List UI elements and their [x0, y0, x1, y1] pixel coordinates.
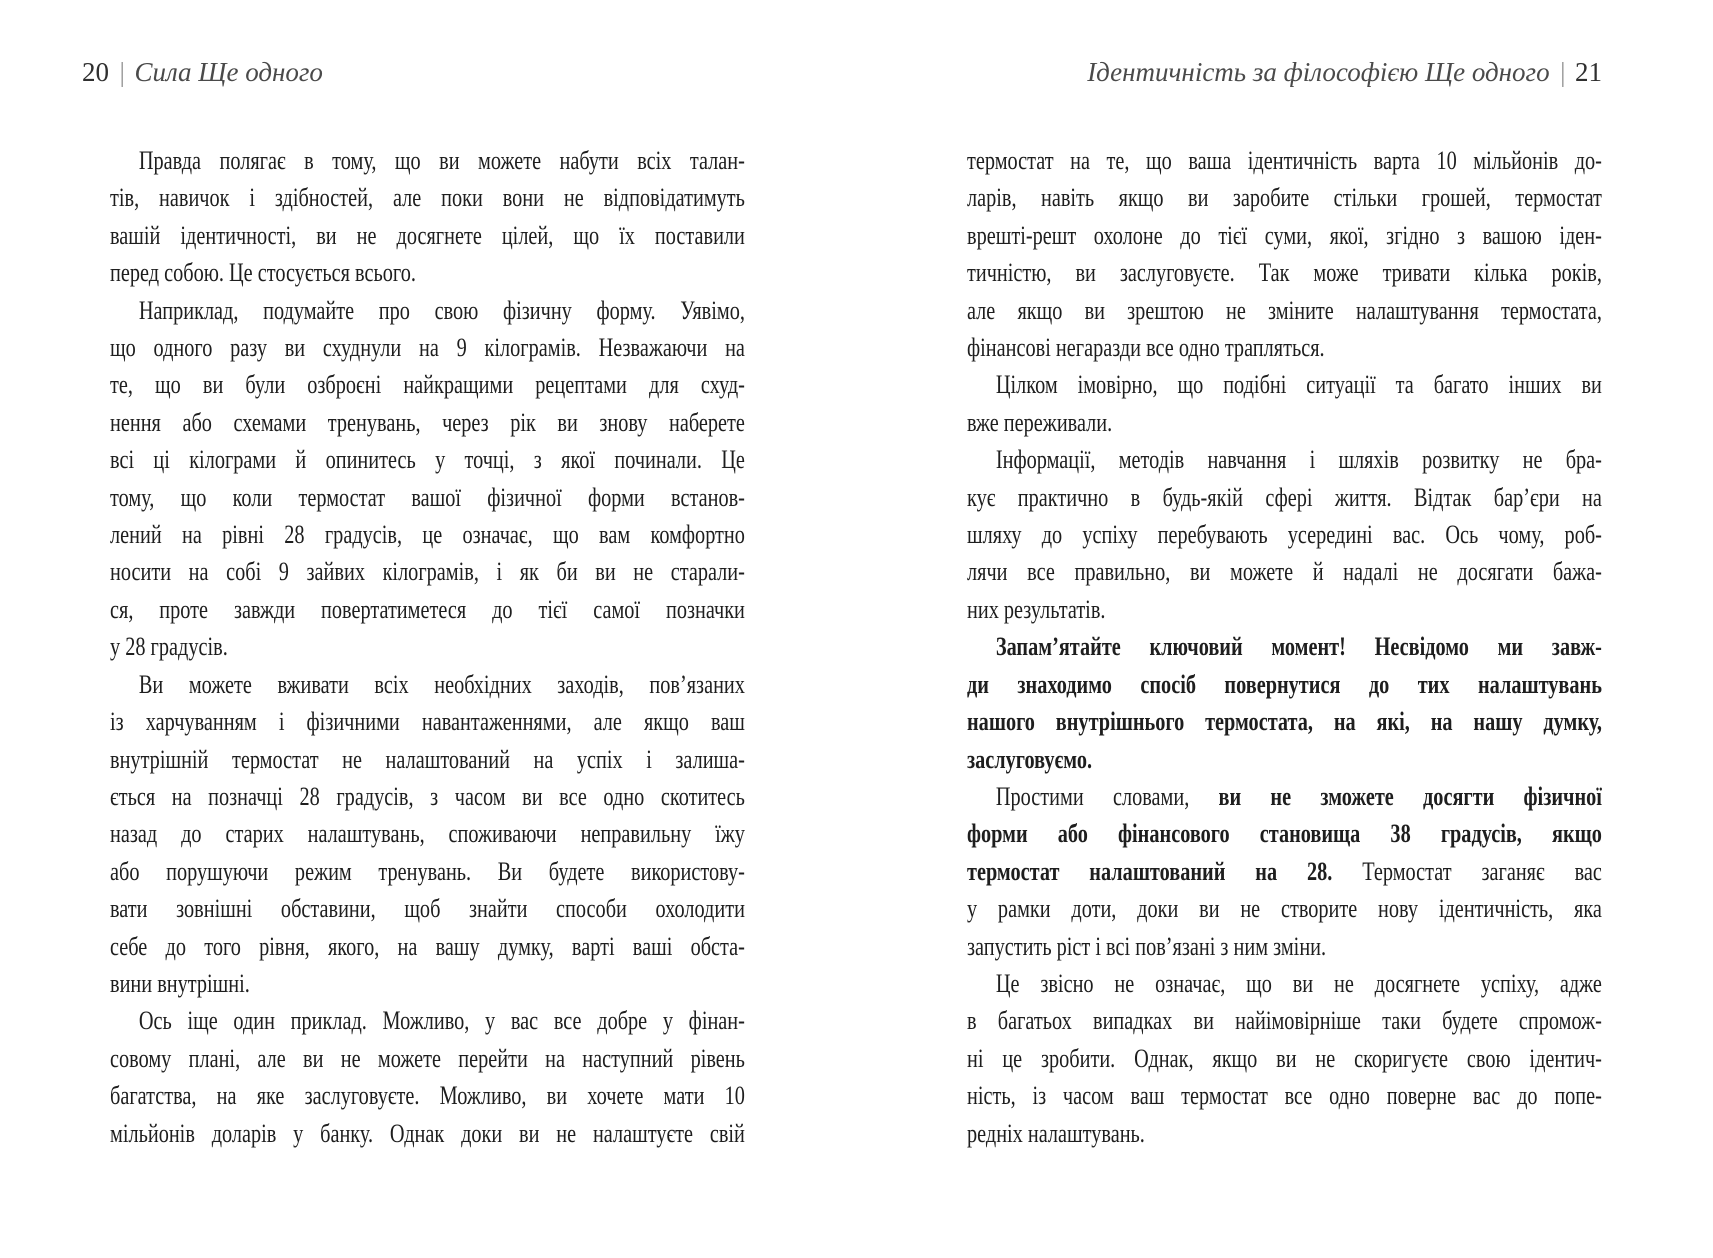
text-line: ларів, навіть якщо ви заробите стільки грошей, термостат [967, 183, 1602, 213]
running-title: Сила Ще одного [134, 57, 323, 87]
text-line: носити на собі 9 зайвих кілограмів, і як би ви не старали- [110, 557, 745, 587]
text-line: фінансові негаразди все одно трапляться. [967, 333, 1325, 363]
text-line: нення або схемами тренувань, через рік ви знову наберете [110, 407, 745, 437]
text-line: вашій ідентичності, ви не досягнете цілей, що їх поставили [110, 220, 745, 250]
text-line: редніх налаштувань. [967, 1118, 1145, 1148]
text-line: заслуговуємо. [967, 744, 1093, 774]
text-run-bold: термостат налаштований на 28. [967, 856, 1333, 886]
text-column-left [110, 142, 745, 1152]
text-run-bold: ви не зможете досягти фізичної [1218, 781, 1602, 811]
paragraph-emphasis [967, 628, 1602, 778]
text-line: ється на позначці 28 градусів, з часом ви все одно скотитесь [110, 781, 745, 811]
text-line: кує практично в будь-якій сфері життя. Відтак бар’єри на [967, 482, 1602, 512]
text-line: лений на рівні 28 градусів, це означає, що вам комфортно [110, 520, 745, 550]
text-line: Наприклад, подумайте про свою фізичну форму. Уявімо, [138, 295, 745, 325]
text-line: шляху до успіху перебувають усередині вас. Ось чому, роб- [967, 520, 1602, 550]
header-separator: | [118, 57, 126, 87]
text-line: але якщо ви зрештою не зміните налаштування термостата, [967, 295, 1602, 325]
page-header-right [972, 56, 1602, 88]
text-line: всі ці кілограми й опинитесь у точці, з якої починали. Це [110, 445, 745, 475]
paragraph-mixed-emphasis [967, 778, 1602, 965]
text-line: форми або фінансового становища 38 градусів, якщо [967, 819, 1602, 849]
text-line: що одного разу ви схуднули на 9 кілограмів. Незважаючи на [110, 333, 745, 363]
paragraph [967, 142, 1602, 366]
text-line: назад до старих налаштувань, споживаючи неправильну їжу [110, 819, 745, 849]
text-line: термостат на те, що ваша ідентичність варта 10 мільйонів до- [967, 146, 1602, 175]
text-line: ди знаходимо спосіб повернутися до тих налаштувань [967, 669, 1602, 699]
text-line: Це звісно не означає, що ви не досягнете успіху, адже [995, 968, 1602, 998]
text-line: вини внутрішні. [110, 968, 250, 998]
text-run: Простими словами, [995, 781, 1219, 811]
text-line: ні це зробити. Однак, якщо ви не скоригуєте свою ідентич- [967, 1043, 1602, 1073]
header-separator: | [1558, 57, 1566, 87]
text-line: Інформації, методів навчання і шляхів розвитку не бра- [995, 445, 1602, 475]
text-line: Правда полягає в тому, що ви можете набути всіх талан- [138, 146, 745, 175]
text-line: у 28 градусів. [110, 632, 228, 662]
paragraph [110, 292, 745, 666]
paragraph [110, 142, 745, 292]
text-line [967, 853, 1602, 890]
text-line: вже переживали. [967, 407, 1113, 437]
text-column-right [967, 142, 1602, 1152]
text-line: ність, із часом ваш термостат все одно поверне вас до попе- [967, 1081, 1602, 1111]
text-line: те, що ви були озброєні найкращими рецептами для схуд- [110, 370, 745, 400]
paragraph [967, 366, 1602, 441]
text-line: багатства, на яке заслуговуєте. Можливо, ви хочете мати 10 [110, 1081, 745, 1111]
text-line: або порушуючи режим тренувань. Ви будете використову- [110, 856, 745, 886]
text-line: запустить ріст і всі пов’язані з ним зміни. [967, 931, 1327, 961]
text-line: вати зовнішні обставини, щоб знайти способи охолодити [110, 894, 745, 924]
text-line: в багатьох випадках ви найімовірніше таки будете спромож- [967, 1006, 1602, 1036]
paragraph [110, 1002, 745, 1152]
text-line: у рамки доти, доки ви не створите нову ідентичність, яка [967, 894, 1602, 924]
text-line: себе до того рівня, якого, на вашу думку, варті ваші обста- [110, 931, 745, 961]
text-line [967, 778, 1602, 815]
text-line: нашого внутрішнього термостата, на які, на нашу думку, [967, 707, 1602, 737]
text-line: лячи все правильно, ви можете й надалі не досягати бажа- [967, 557, 1602, 587]
text-line: них результатів. [967, 594, 1106, 624]
text-line: совому плані, але ви не можете перейти на наступний рівень [110, 1043, 745, 1073]
page-number: 20 [82, 57, 109, 87]
text-line: перед собою. Це стосується всього. [110, 258, 416, 288]
text-line: тів, навичок і здібностей, але поки вони не відповідатимуть [110, 183, 745, 213]
text-line: ся, проте завжди повертатиметеся до тієї самої позначки [110, 594, 745, 624]
page-number: 21 [1575, 57, 1602, 87]
text-line: мільйонів доларів у банку. Однак доки ви не налаштуєте свій [110, 1118, 745, 1148]
text-line: із харчуванням і фізичними навантаженнями, але якщо ваш [110, 707, 745, 737]
paragraph [967, 965, 1602, 1152]
page-header-left [82, 56, 323, 88]
text-line: тому, що коли термостат вашої фізичної форми встанов- [110, 482, 745, 512]
paragraph [110, 666, 745, 1003]
text-line: внутрішній термостат не налаштований на успіх і залиша- [110, 744, 745, 774]
running-title: Ідентичність за філософією Ще одного [1087, 57, 1550, 87]
text-line: Ось іще один приклад. Можливо, у вас все добре у фінан- [138, 1006, 745, 1036]
text-line: Цілком імовірно, що подібні ситуації та багато інших ви [995, 370, 1602, 400]
text-line: Ви можете вживати всіх необхідних заходів, пов’язаних [138, 669, 745, 699]
text-line: врешті-решт охолоне до тієї суми, якої, згідно з вашою іден- [967, 220, 1602, 250]
text-line: Запам’ятайте ключовий момент! Несвідомо ми завж- [995, 632, 1602, 662]
text-run: Термостат заганяє вас [1332, 856, 1602, 886]
text-line: тичністю, ви заслуговуєте. Так може тривати кілька років, [967, 258, 1602, 288]
paragraph [967, 441, 1602, 628]
